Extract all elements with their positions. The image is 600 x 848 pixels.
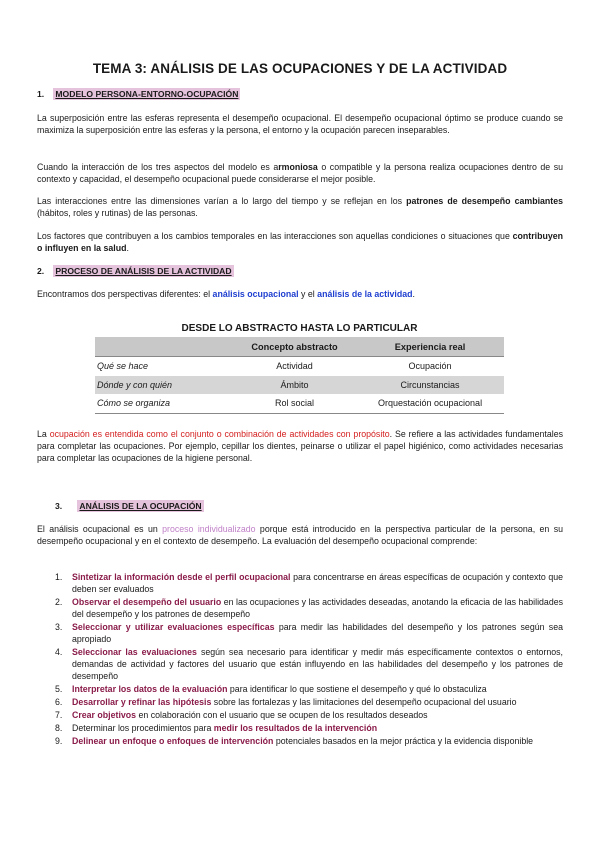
list-text: en colaboración con el usuario que se ocupen de los resultados deseados <box>136 710 428 720</box>
list-text: sobre las fortalezas y las limitaciones del desempeño ocupacional del usuario <box>211 697 517 707</box>
list-item <box>55 709 563 721</box>
section-label: ANÁLISIS DE LA OCUPACIÓN <box>79 501 202 511</box>
highlight-text: ocupación es entendida como el conjunto o combinación de actividades con propósito <box>49 429 390 439</box>
abstract-to-particular-table <box>95 323 504 414</box>
highlight-text: Desarrollar y refinar las hipótesis <box>72 697 212 707</box>
paragraph-text: y el <box>298 289 318 299</box>
evaluation-steps-list <box>55 571 563 748</box>
list-number: 9. <box>55 736 63 746</box>
table-row <box>95 376 504 395</box>
list-number: 1. <box>55 572 63 582</box>
list-number: 4. <box>55 647 63 657</box>
highlight-text: Crear objetivos <box>72 710 137 720</box>
section-number: 2. <box>37 266 45 276</box>
list-number: 3. <box>55 622 63 632</box>
list-number: 6. <box>55 697 63 707</box>
table-header-row <box>95 337 504 357</box>
table-row-header: Cómo se organiza <box>95 394 233 413</box>
paragraph-text: El análisis ocupacional es un <box>37 524 163 534</box>
paragraph <box>37 195 563 219</box>
list-text: Determinar los procedimientos para <box>72 723 214 733</box>
highlight-text: análisis de la actividad <box>317 289 413 299</box>
paragraph-text: Encontramos dos perspectivas diferentes: el <box>37 289 213 299</box>
table-cell: Actividad <box>233 357 356 376</box>
list-text: para concentrarse en áreas específicas de ocupación y contexto que deben ser evaluados <box>72 572 564 594</box>
paragraph-text: La superposición entre las esferas representa el desempeño ocupacional. El desempeño ocupacional óptimo se produce cuando se maximiza la superposición entre las esferas y la persona, el entorno y la ocupación parecen inseparables. <box>37 113 563 135</box>
list-number: 8. <box>55 723 63 733</box>
section-heading-2 <box>37 266 234 276</box>
section-label: MODELO PERSONA-ENTORNO-OCUPACIÓN <box>55 89 239 99</box>
highlight-text: Sintetizar la información desde el perfil ocupacional <box>72 572 291 582</box>
list-item <box>55 621 563 645</box>
list-item <box>55 596 563 620</box>
list-item <box>55 735 563 747</box>
paragraph-text: porque está introducido en la perspectiva particular de la persona, en su desempeño ocupacional y en el contexto de desempeño. La evaluación del desempeño ocupacional comprende: <box>37 524 564 546</box>
paragraph-text: La <box>37 429 50 439</box>
list-text: para identificar lo que sostiene el desempeño y qué lo obstaculiza <box>227 684 487 694</box>
list-text: según sea necesario para identificar y medir más específicamente contextos o entornos, demandas de actividad y factores del usuario que están influyendo en las habilidades del desempeño y los patrones de desempeño <box>72 647 563 681</box>
table-cell: Circunstancias <box>356 376 504 395</box>
paragraph-text: Las interacciones entre las dimensiones varían a lo largo del tiempo y se reflejan en los <box>37 196 407 206</box>
section-number: 1. <box>37 89 45 99</box>
section-number: 3. <box>55 501 63 511</box>
list-item <box>55 683 563 695</box>
table-cell: Ocupación <box>356 357 504 376</box>
highlight-text: proceso individualizado <box>162 524 256 534</box>
section-heading-1 <box>37 89 240 99</box>
table-row-header: Qué se hace <box>95 357 233 376</box>
list-number: 7. <box>55 710 63 720</box>
paragraph <box>37 523 563 547</box>
table-row <box>95 394 504 413</box>
list-text: en las ocupaciones y las actividades deseadas, anotando la eficacia de las habilidades del desempeño y los patrones de desempeño <box>72 597 563 619</box>
highlight-text: Seleccionar y utilizar evaluaciones específicas <box>72 622 275 632</box>
paragraph <box>37 288 563 300</box>
paragraph <box>37 428 563 464</box>
highlight-text: Seleccionar las evaluaciones <box>72 647 197 657</box>
paragraph-text: Los factores que contribuyen a los cambios temporales en las interacciones son aquellas condiciones o situaciones que <box>37 231 513 241</box>
list-number: 2. <box>55 597 63 607</box>
highlight-text: medir los resultados de la intervención <box>213 723 378 733</box>
paragraph <box>37 161 563 185</box>
highlight-text: Delinear un enfoque o enfoques de intervención <box>72 736 274 746</box>
list-item <box>55 571 563 595</box>
paragraph-text: (hábitos, roles y rutinas) de las personas. <box>37 208 198 218</box>
paragraph-text: . <box>412 289 415 299</box>
paragraph <box>37 230 563 254</box>
table-caption: DESDE LO ABSTRACTO HASTA LO PARTICULAR <box>181 323 418 334</box>
page-title: TEMA 3: ANÁLISIS DE LAS OCUPACIONES Y DE LA ACTIVIDAD <box>92 61 508 76</box>
list-number: 5. <box>55 684 63 694</box>
paragraph-text: . Se refiere a las actividades fundamentales para completar las ocupaciones. Por ejemplo, cepillar los dientes, peinarse o utilizar el papel higiénico, como actividades necesarias para completar las ocupaciones de la higiene personal. <box>37 429 563 463</box>
section-heading-3 <box>55 501 204 511</box>
list-text: para medir las habilidades del desempeño y los patrones según sea apropiado <box>72 622 563 644</box>
highlight-text: análisis ocupacional <box>212 289 299 299</box>
paragraph-text: o compatible y la persona realiza ocupaciones dentro de su contexto y capacidad, el desempeño ocupacional puede considerarse el mejor posible. <box>37 162 563 184</box>
table-header-cell: Concepto abstracto <box>233 337 356 357</box>
emphasis-text: contribuyen o influyen en la salud <box>37 231 563 253</box>
paragraph-text: . <box>126 243 129 253</box>
table-row-header: Dónde y con quién <box>95 376 233 395</box>
emphasis-text: patrones de desempeño cambiantes <box>406 196 563 206</box>
table-row <box>95 357 504 376</box>
highlight-text: Observar el desempeño del usuario <box>72 597 222 607</box>
list-text: potenciales basados en la mejor práctica y la evidencia disponible <box>273 736 534 746</box>
table-cell: Orquestación ocupacional <box>356 394 504 413</box>
table-cell: Ámbito <box>233 376 356 395</box>
paragraph <box>37 112 563 136</box>
list-item <box>55 696 563 708</box>
table-header-cell: Experiencia real <box>356 337 504 357</box>
list-item <box>55 646 563 682</box>
table-header-cell <box>95 337 233 357</box>
section-label: PROCESO DE ANÁLISIS DE LA ACTIVIDAD <box>55 266 232 276</box>
table-cell: Rol social <box>233 394 356 413</box>
emphasis-text: rmoniosa <box>278 162 318 172</box>
list-item <box>55 722 563 734</box>
highlight-text: Interpretar los datos de la evaluación <box>72 684 228 694</box>
paragraph-text: Cuando la interacción de los tres aspectos del modelo es a <box>37 162 279 172</box>
